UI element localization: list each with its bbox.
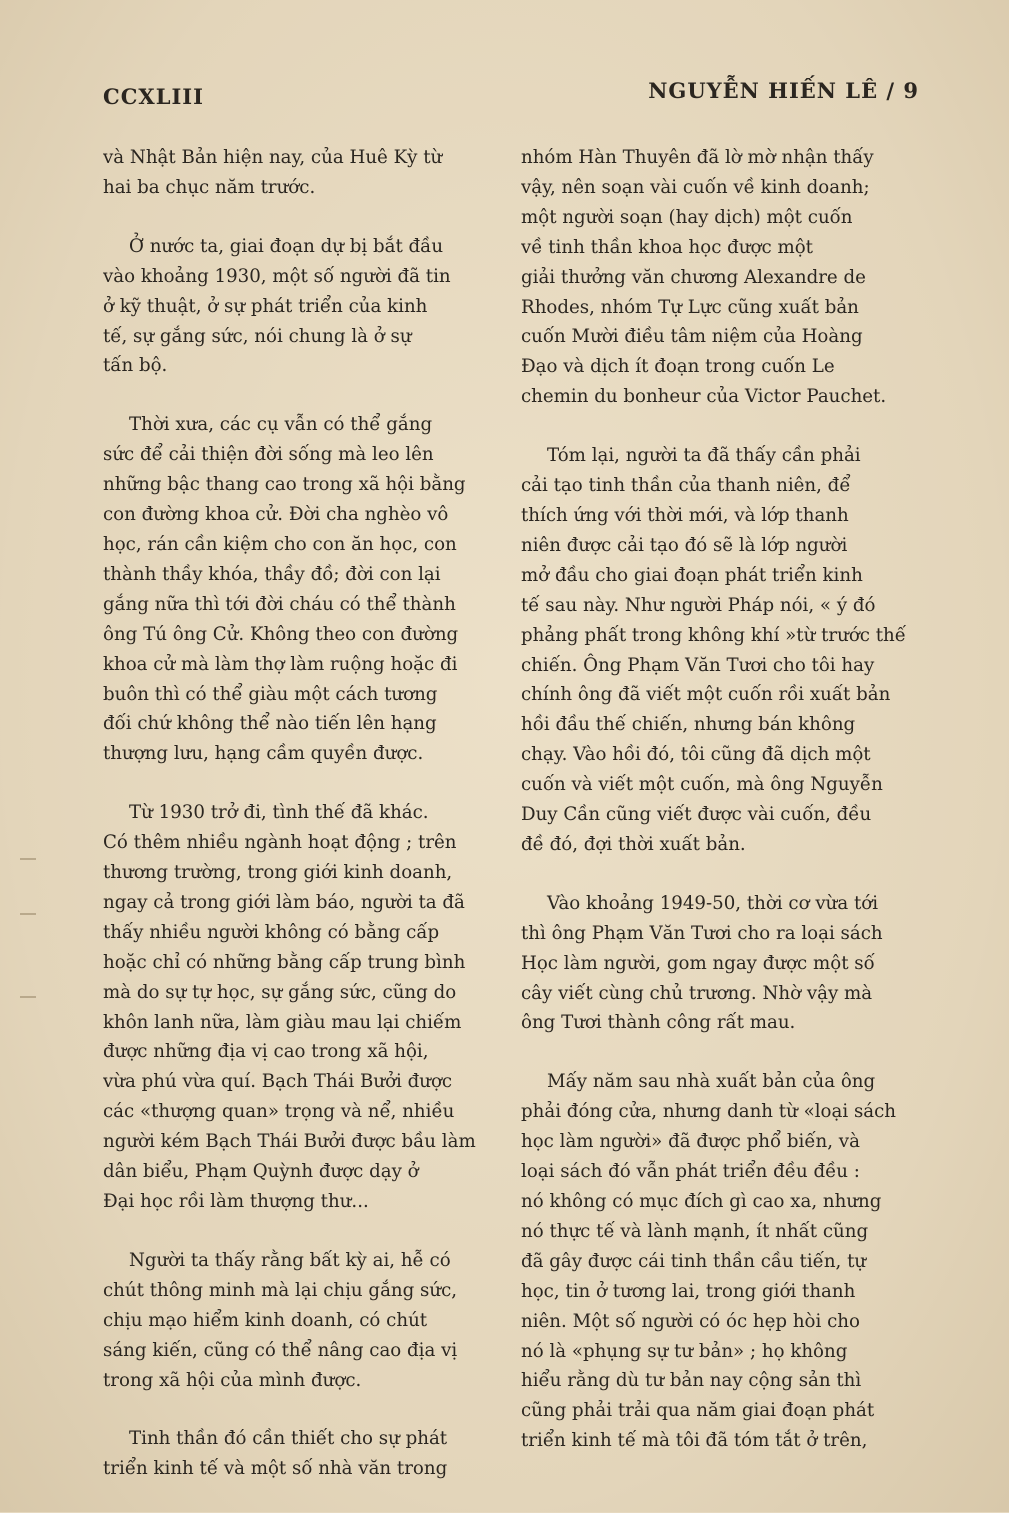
text-line: niên. Một số người có óc hẹp hòi cho: [521, 1310, 860, 1332]
text-line: phảng phất trong không khí »từ trước thế: [521, 624, 906, 646]
text-line: gắng nữa thì tới đời cháu có thể thành: [103, 593, 456, 615]
page-header-author-page: NGUYỄN HIẾN LÊ / 9: [648, 78, 919, 103]
text-line: các «thượng quan» trọng và nể, nhiều: [103, 1101, 455, 1123]
text-line: người kém Bạch Thái Bưởi được bầu làm: [103, 1131, 476, 1153]
margin-mark: [20, 858, 36, 860]
text-line: con đường khoa cử. Đời cha nghèo vô: [103, 504, 449, 526]
text-line: Tinh thần đó cần thiết cho sự phát: [129, 1428, 448, 1450]
margin-mark: [20, 913, 36, 915]
text-line: ông Tú ông Cử. Không theo con đường: [103, 623, 459, 645]
text-line: những bậc thang cao trong xã hội bằng: [103, 474, 466, 496]
text-line: nó là «phụng sự tư bản» ; họ không: [521, 1340, 848, 1362]
text-line: nhóm Hàn Thuyên đã lờ mờ nhận thấy: [521, 147, 874, 168]
text-line: Mấy năm sau nhà xuất bản của ông: [547, 1071, 876, 1093]
text-line: Vào khoảng 1949-50, thời cơ vừa tới: [547, 892, 879, 914]
margin-mark: [20, 996, 36, 998]
text-line: dân biểu, Phạm Quỳnh được dạy ở: [103, 1161, 419, 1183]
text-line: cây viết cùng chủ trương. Nhờ vậy mà: [521, 982, 873, 1004]
text-line: nó thực tế và lành mạnh, ít nhất cũng: [521, 1220, 869, 1242]
text-line: triển kinh tế mà tôi đã tóm tắt ở trên,: [521, 1430, 868, 1452]
paragraph: [103, 798, 498, 1217]
text-line: cải tạo tinh thần của thanh niên, để: [521, 475, 851, 497]
text-line: một người soạn (hay dịch) một cuốn: [521, 206, 853, 228]
paragraph: [521, 143, 916, 412]
text-line: loại sách đó vẫn phát triển đều đều :: [521, 1161, 860, 1183]
text-line: mở đầu cho giai đoạn phát triển kinh: [521, 564, 863, 586]
text-line: Học làm người, gom ngay được một số: [521, 952, 875, 974]
text-line: hai ba chục năm trước.: [103, 176, 316, 198]
text-line: Thời xưa, các cụ vẫn có thể gắng: [129, 414, 433, 436]
text-line: học, tin ở tương lai, trong giới thanh: [521, 1280, 856, 1302]
text-line: chính ông đã viết một cuốn rồi xuất bản: [521, 684, 891, 706]
text-line: Đại học rồi làm thượng thư...: [103, 1191, 369, 1212]
paragraph: [103, 1424, 498, 1484]
paragraph: [103, 232, 498, 382]
text-line: vừa phú vừa quí. Bạch Thái Bưởi được: [103, 1071, 453, 1093]
text-line: học, rán cần kiệm cho con ăn học, con: [103, 533, 457, 555]
text-line: Rhodes, nhóm Tự Lực cũng xuất bản: [521, 296, 859, 318]
text-line: buôn thì có thể giàu một cách tương: [103, 683, 438, 705]
text-line: nó không có mục đích gì cao xa, nhưng: [521, 1191, 882, 1212]
text-line: chạy. Vào hồi đó, tôi cũng đã dịch một: [521, 744, 871, 766]
text-line: vậy, nên soạn vài cuốn về kinh doanh;: [521, 176, 870, 198]
text-line: Có thêm nhiều ngành hoạt động ; trên: [103, 832, 457, 854]
text-line: sức để cải thiện đời sống mà leo lên: [103, 444, 434, 466]
paragraph: [103, 143, 498, 203]
text-line: cuốn và viết một cuốn, mà ông Nguyễn: [521, 774, 883, 796]
paragraph: [521, 441, 916, 860]
text-line: mà do sự tự học, sự gắng sức, cũng do: [103, 981, 457, 1003]
text-line: đối chứ không thể nào tiến lên hạng: [103, 713, 437, 735]
text-line: khôn lanh nữa, làm giàu mau lại chiếm: [103, 1011, 462, 1033]
text-line: tế sau này. Như người Pháp nói, « ý đó: [521, 594, 876, 616]
text-line: triển kinh tế và một số nhà văn trong: [103, 1458, 448, 1480]
text-line: đề đó, đợi thời xuất bản.: [521, 833, 746, 855]
text-line: chút thông minh mà lại chịu gắng sức,: [103, 1279, 458, 1301]
text-line: chemin du bonheur của Victor Pauchet.: [521, 386, 887, 408]
text-line: Đạo và dịch ít đoạn trong cuốn Le: [521, 356, 835, 378]
text-line: thấy nhiều người không có bằng cấp: [103, 921, 440, 943]
text-line: ông Tươi thành công rất mau.: [521, 1012, 796, 1034]
text-line: Ở nước ta, giai đoạn dự bị bắt đầu: [129, 235, 444, 257]
text-line: hoặc chỉ có những bằng cấp trung bình: [103, 951, 466, 973]
text-line: Tóm lại, người ta đã thấy cần phải: [547, 445, 861, 467]
text-line: Duy Cần cũng viết được vài cuốn, đều: [521, 804, 872, 826]
paragraph: [103, 1246, 498, 1396]
text-line: cũng phải trải qua năm giai đoạn phát: [521, 1400, 875, 1422]
right-text-column: [521, 143, 916, 1485]
text-line: thương trường, trong giới kinh doanh,: [103, 862, 453, 884]
text-line: chịu mạo hiểm kinh doanh, có chút: [103, 1309, 428, 1331]
text-line: Từ 1930 trở đi, tình thế đã khác.: [129, 802, 429, 824]
text-line: cuốn Mười điều tâm niệm của Hoàng: [521, 326, 863, 348]
text-line: học làm người» đã được phổ biến, và: [521, 1131, 860, 1153]
text-line: sáng kiến, cũng có thể nâng cao địa vị: [103, 1339, 458, 1361]
text-line: về tinh thần khoa học được một: [521, 236, 813, 258]
paragraph: [521, 889, 916, 1039]
text-line: thượng lưu, hạng cầm quyền được.: [103, 743, 424, 765]
text-line: vào khoảng 1930, một số người đã tin: [103, 265, 451, 287]
text-line: khoa cử mà làm thợ làm ruộng hoặc đi: [103, 653, 458, 675]
paragraph: [521, 1067, 916, 1456]
text-line: Người ta thấy rằng bất kỳ ai, hễ có: [129, 1249, 451, 1271]
text-line: hồi đầu thế chiến, nhưng bán không: [521, 714, 856, 736]
text-line: thích ứng với thời mới, và lớp thanh: [521, 504, 849, 526]
text-line: hiểu rằng dù tư bản nay cộng sản thì: [521, 1370, 862, 1392]
text-line: giải thưởng văn chương Alexandre de: [521, 266, 866, 288]
paragraph: [103, 410, 498, 769]
page-header-chapter: CCXLIII: [103, 84, 204, 109]
text-line: chiến. Ông Phạm Văn Tươi cho tôi hay: [521, 654, 875, 676]
text-line: thì ông Phạm Văn Tươi cho ra loại sách: [521, 922, 883, 944]
text-line: trong xã hội của mình được.: [103, 1369, 362, 1391]
text-line: ngay cả trong giới làm báo, người ta đã: [103, 891, 465, 913]
left-text-column: [103, 143, 498, 1513]
text-line: niên được cải tạo đó sẽ là lớp người: [521, 534, 848, 556]
text-line: đã gây được cái tinh thần cầu tiến, tự: [521, 1250, 867, 1272]
text-line: được những địa vị cao trong xã hội,: [103, 1041, 429, 1063]
text-line: phải đóng cửa, nhưng danh từ «loại sách: [521, 1101, 897, 1123]
text-line: tấn bộ.: [103, 355, 168, 377]
text-line: và Nhật Bản hiện nay, của Huê Kỳ từ: [103, 147, 443, 168]
text-line: tế, sự gắng sức, nói chung là ở sự: [103, 325, 412, 347]
text-line: thành thầy khóa, thầy đồ; đời con lại: [103, 563, 441, 585]
text-line: ở kỹ thuật, ở sự phát triển của kinh: [103, 295, 428, 317]
